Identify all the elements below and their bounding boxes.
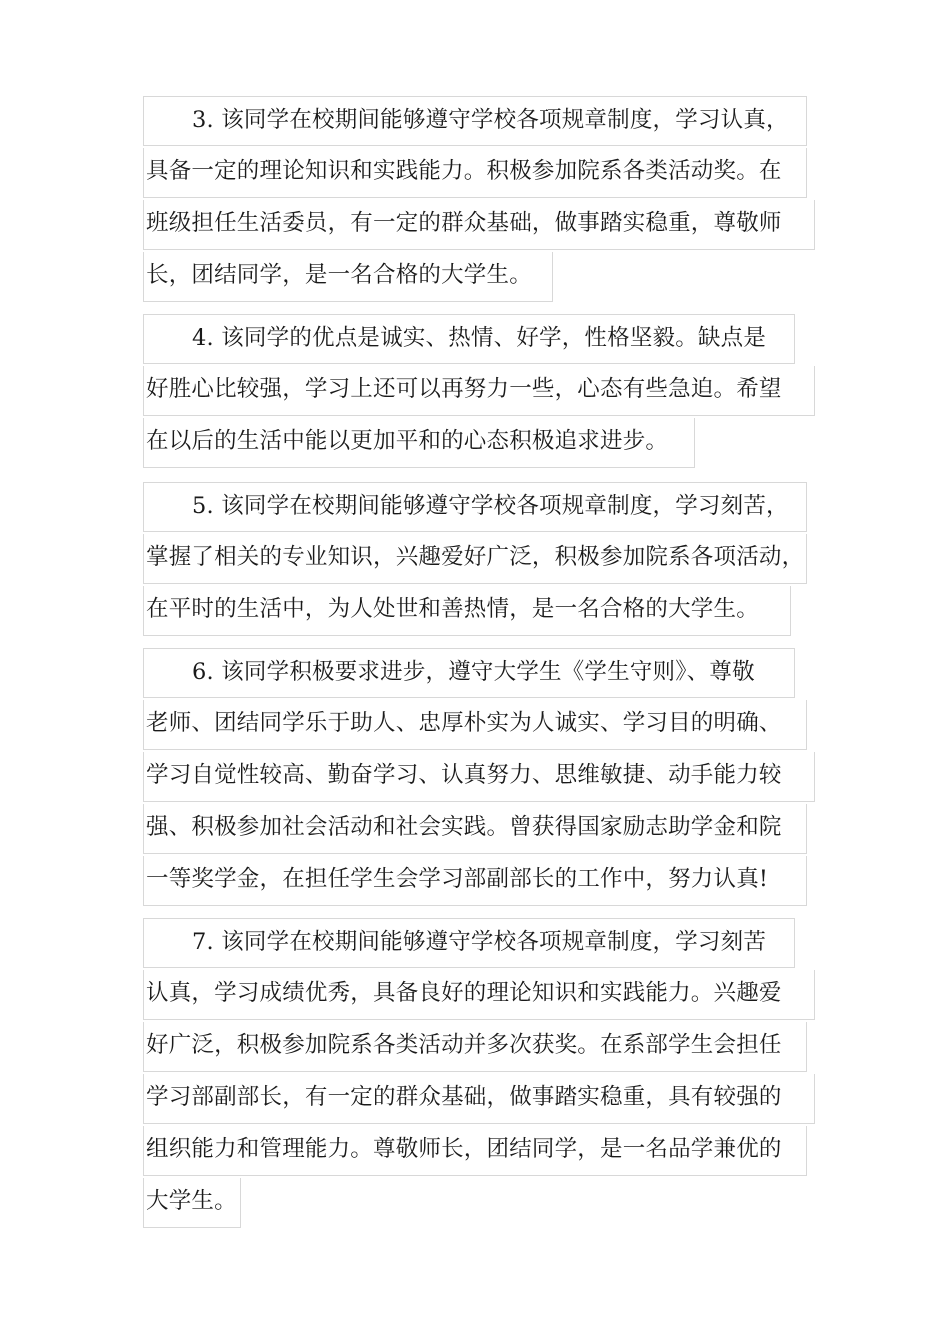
text-line [143,534,807,584]
text-line [143,700,807,750]
text-line [143,804,807,854]
text-line [143,366,815,416]
line-text: 好胜心比较强，学习上还可以再努力一些，心态有些急迫。希望 [146,376,782,402]
text-line [143,96,807,146]
text-line [143,970,815,1020]
text-line [143,918,795,968]
paragraph-3 [143,96,823,304]
line-text: 在平时的生活中，为人处世和善热情，是一名合格的大学生。 [146,596,759,622]
text-line [143,314,795,364]
text-line [143,1126,807,1176]
line-text: 3. 该同学在校期间能够遵守学校各项规章制度，学习认真， [192,107,789,133]
line-text: 好广泛，积极参加院系各类活动并多次获奖。在系部学生会担任 [146,1032,782,1058]
line-text: 掌握了相关的专业知识，兴趣爱好广泛，积极参加院系各项活动， [146,544,805,570]
text-line [143,1074,815,1124]
paragraph-5 [143,482,823,638]
line-text: 老师、团结同学乐于助人、忠厚朴实为人诚实、学习目的明确、 [146,710,782,736]
line-text: 组织能力和管理能力。尊敬师长，团结同学，是一名品学兼优的 [146,1136,782,1162]
line-text: 认真，学习成绩优秀，具备良好的理论知识和实践能力。兴趣爱 [146,980,782,1006]
text-line [143,1178,241,1228]
text-line [143,752,815,802]
text-line [143,648,795,698]
line-text: 学习自觉性较高、勤奋学习、认真努力、思维敏捷、动手能力较 [146,762,782,788]
text-line [143,148,807,198]
line-text: 学习部副部长，有一定的群众基础，做事踏实稳重，具有较强的 [146,1084,782,1110]
line-text: 4. 该同学的优点是诚实、热情、好学，性格坚毅。缺点是 [192,325,767,351]
text-line [143,418,695,468]
text-line [143,586,791,636]
text-line [143,1022,807,1072]
line-text: 大学生。 [146,1188,237,1214]
line-text: 强、积极参加社会活动和社会实践。曾获得国家励志助学金和院 [146,814,782,840]
line-text: 一等奖学金，在担任学生会学习部副部长的工作中，努力认真! [146,866,769,892]
line-text: 班级担任生活委员，有一定的群众基础，做事踏实稳重，尊敬师 [146,210,782,236]
line-text: 在以后的生活中能以更加平和的心态积极追求进步。 [146,428,669,454]
paragraph-6 [143,648,823,908]
line-text: 具备一定的理论知识和实践能力。积极参加院系各类活动奖。在 [146,158,782,184]
text-line [143,482,807,532]
text-line [143,200,815,250]
line-text: 5. 该同学在校期间能够遵守学校各项规章制度，学习刻苦， [192,493,789,519]
line-text: 长，团结同学，是一名合格的大学生。 [146,262,532,288]
text-line [143,856,807,906]
paragraph-7 [143,918,823,1230]
paragraph-4 [143,314,823,470]
text-line [143,252,553,302]
line-text: 6. 该同学积极要求进步，遵守大学生《学生守则》、尊敬 [192,659,755,685]
line-text: 7. 该同学在校期间能够遵守学校各项规章制度，学习刻苦 [192,929,767,955]
